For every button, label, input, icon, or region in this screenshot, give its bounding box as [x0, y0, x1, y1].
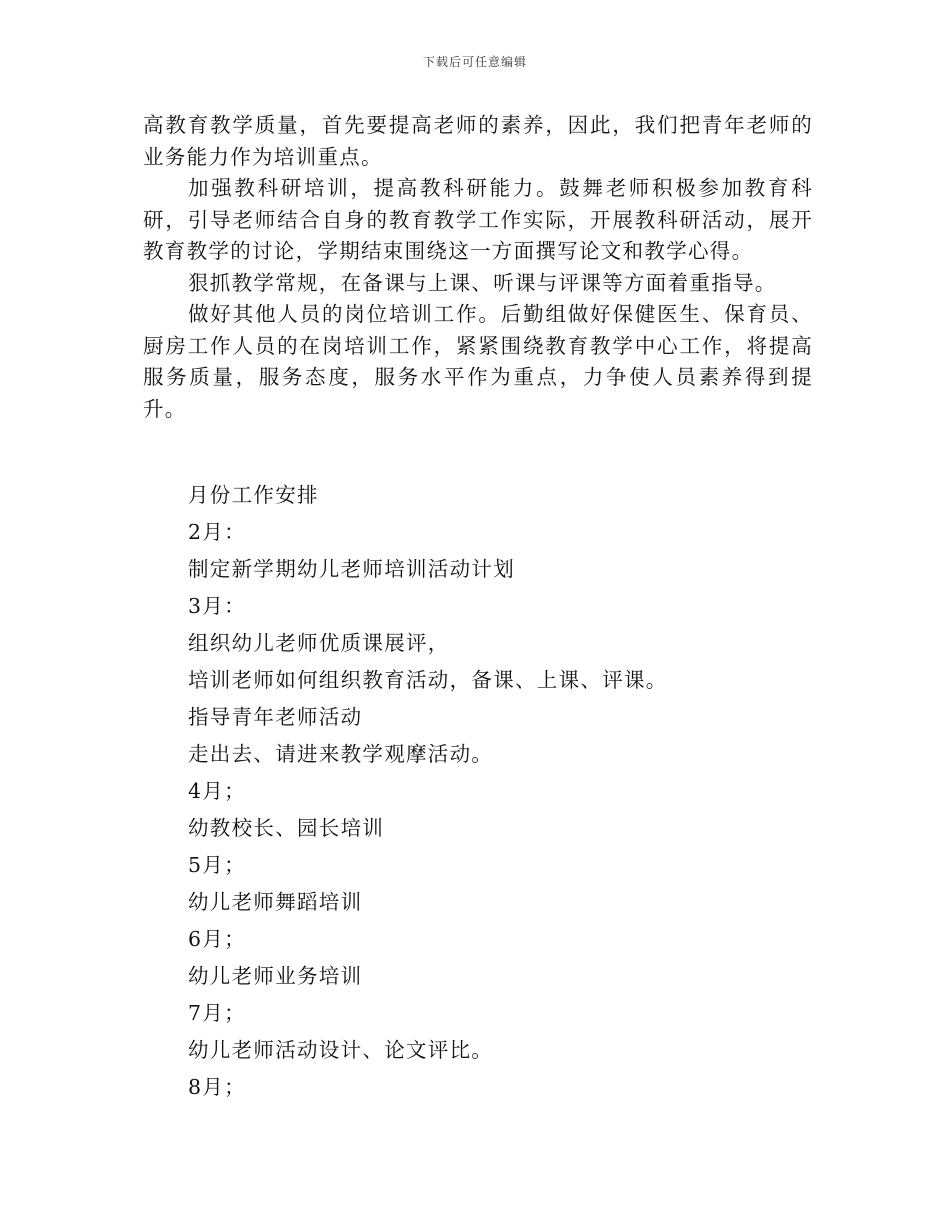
page-header-note: 下载后可任意编辑: [422, 55, 527, 69]
schedule-line: 5月；: [188, 853, 246, 877]
schedule-line: 指导青年老师活动: [188, 705, 363, 729]
paragraph-staff-training: 做好其他人员的岗位培训工作。后勤组做好保健医生、保育员、厨房工作人员的在岗培训工作，紧紧围绕教育教学中心工作，将提高服务质量，服务态度，服务水平作为重点，力争使人员素养得到提升。: [143, 302, 813, 421]
paragraph-research-training: 加强教科研培训，提高教科研能力。鼓舞老师积极参加教育科研，引导老师结合自身的教育教学工作实际，开展教科研活动，展开教育教学的讨论，学期结束围绕这一方面撰写论文和教学心得。: [143, 176, 813, 263]
monthly-schedule: [188, 477, 788, 1106]
schedule-line: 幼教校长、园长培训: [188, 816, 385, 840]
paragraph-continuation: 高教育教学质量，首先要提高老师的素养，因此，我们把青年老师的业务能力作为培训重点。: [143, 113, 813, 169]
schedule-line: 3月：: [188, 594, 246, 618]
schedule-line: 培训老师如何组织教育活动，备课、上课、评课。: [188, 668, 668, 692]
schedule-line: 幼儿老师活动设计、论文评比。: [188, 1038, 494, 1062]
document-body: [143, 110, 813, 425]
schedule-line: 制定新学期幼儿老师培训活动计划: [188, 557, 515, 581]
schedule-line: 组织幼儿老师优质课展评，: [188, 631, 450, 655]
schedule-line: 7月；: [188, 1001, 246, 1025]
schedule-line: 8月；: [188, 1075, 246, 1099]
paragraph-teaching-routine: 狠抓教学常规，在备课与上课、听课与评课等方面着重指导。: [188, 270, 777, 295]
schedule-line: 4月；: [188, 779, 246, 803]
schedule-line: 走出去、请进来教学观摩活动。: [188, 742, 494, 766]
schedule-line: 2月：: [188, 520, 246, 544]
schedule-line: 幼儿老师舞蹈培训: [188, 890, 363, 914]
schedule-heading: 月份工作安排: [188, 483, 319, 507]
schedule-line: 幼儿老师业务培训: [188, 964, 363, 988]
schedule-line: 6月；: [188, 927, 246, 951]
